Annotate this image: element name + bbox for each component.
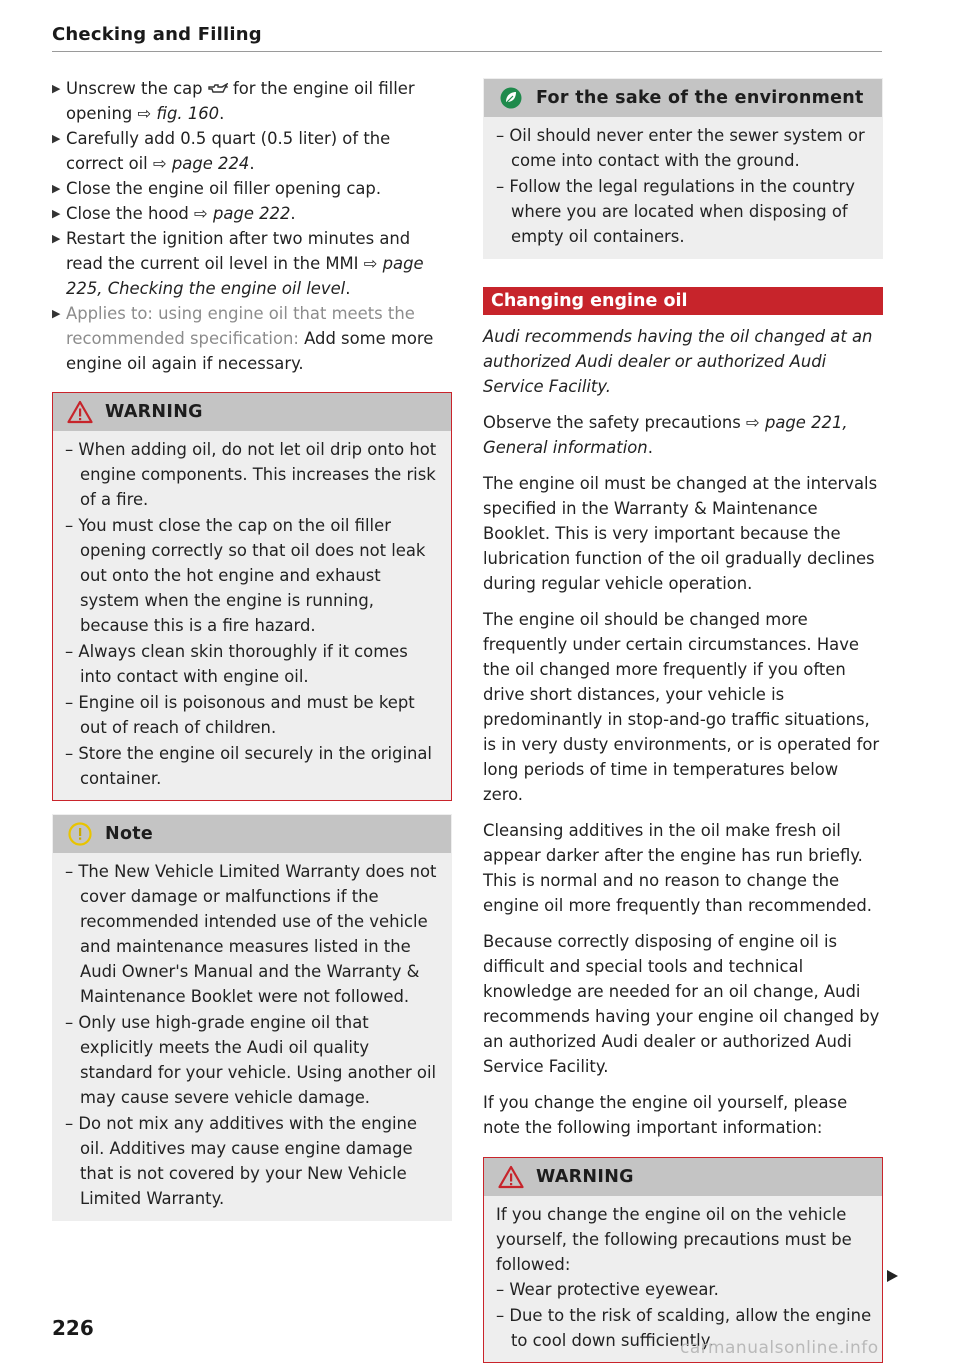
cross-reference-link[interactable]: ⇨ fig. 160 bbox=[137, 104, 220, 123]
environment-label: For the sake of the environment bbox=[536, 88, 864, 108]
step-arrow-icon: ▶ bbox=[52, 232, 61, 245]
warning-box bbox=[52, 392, 452, 801]
note-item: – Only use high-grade engine oil that explicitly meets the Audi oil quality standard for your vehicle. Using another oil may cause severe vehicle damage. bbox=[65, 1013, 437, 1107]
body-paragraph: If you change the engine oil yourself, please note the following important information: bbox=[483, 1093, 848, 1137]
cross-reference-link[interactable]: ⇨ page 225, Checking the engine oil level bbox=[66, 254, 424, 298]
header-rule bbox=[52, 51, 882, 52]
watermark-text: carmanualsonline.info bbox=[680, 1338, 879, 1358]
body-paragraph: Because correctly disposing of engine oil is difficult and special tools and technical knowledge are needed for an oil change, Audi recommends having your engine oil changed by an authorized Audi dealer or authorized Audi Service Facility. bbox=[483, 932, 880, 1076]
lead-paragraph: Audi recommends having the oil changed at an authorized Audi dealer or authorized Audi Service Facility. bbox=[483, 327, 873, 396]
left-column bbox=[52, 76, 452, 1221]
warning-item: – When adding oil, do not let oil drip onto hot engine components. This increases the risk of a fire. bbox=[65, 440, 437, 509]
section-title-bar: Changing engine oil bbox=[483, 287, 883, 315]
step-arrow-icon: ▶ bbox=[52, 207, 61, 220]
step-item: ▶ Applies to: using engine oil that meets the recommended specification: Add some more engine oil again if necessary. bbox=[52, 301, 452, 376]
warning-item: – Engine oil is poisonous and must be kept out of reach of children. bbox=[65, 693, 415, 737]
note-box-header bbox=[53, 815, 451, 853]
warning-item: – Wear protective eyewear. bbox=[496, 1280, 719, 1299]
warning-box-header bbox=[53, 393, 451, 431]
oil-can-icon bbox=[208, 77, 228, 89]
environment-box-body bbox=[484, 117, 882, 258]
environment-box-header bbox=[484, 79, 882, 117]
note-info-icon bbox=[67, 822, 93, 846]
safety-paragraph: Observe the safety precautions ⇨ page 221, General information. bbox=[483, 413, 848, 457]
warning-label: WARNING bbox=[536, 1167, 634, 1187]
environment-box bbox=[483, 78, 883, 259]
note-box-body bbox=[53, 853, 451, 1220]
note-box bbox=[52, 814, 452, 1221]
environment-item: – Oil should never enter the sewer system or come into contact with the ground. bbox=[496, 126, 865, 170]
page-header-title: Checking and Filling bbox=[52, 24, 262, 45]
warning-item: – Always clean skin thoroughly if it comes into contact with engine oil. bbox=[65, 642, 408, 686]
step-item: ▶ Close the engine oil filler opening cap. bbox=[52, 176, 452, 201]
step-arrow-icon: ▶ bbox=[52, 132, 61, 145]
body-paragraph: The engine oil should be changed more frequently under certain circumstances. Have the oil changed more frequently if you often drive short distances, your vehicle is predominantly in stop-and-go traffic situations, is in very dusty environments, or is operated for long periods of time in temperatures below zero. bbox=[483, 610, 880, 804]
warning-triangle-icon bbox=[67, 400, 93, 424]
continue-arrow-icon bbox=[887, 1270, 898, 1282]
environment-leaf-icon bbox=[498, 86, 524, 110]
step-item: ▶ Restart the ignition after two minutes and read the current oil level in the MMI ⇨ page 225, Checking the engine oil level. bbox=[52, 226, 452, 301]
step-item: ▶ Unscrew the cap for the engine oil filler opening ⇨ fig. 160. bbox=[52, 76, 452, 126]
note-label: Note bbox=[105, 824, 154, 844]
oil-change-warning-box bbox=[483, 1157, 883, 1363]
step-arrow-icon: ▶ bbox=[52, 182, 61, 195]
step-item: ▶ Carefully add 0.5 quart (0.5 liter) of the correct oil ⇨ page 224. bbox=[52, 126, 452, 176]
page-header bbox=[52, 24, 882, 45]
right-column bbox=[483, 78, 883, 1363]
warning-box-header bbox=[484, 1158, 882, 1196]
warning-item: – Store the engine oil securely in the original container. bbox=[65, 744, 432, 788]
applies-to-label: Applies to: using engine oil that meets the recommended specification: bbox=[66, 304, 415, 348]
page-number: 226 bbox=[52, 1316, 94, 1340]
body-paragraph: The engine oil must be changed at the intervals specified in the Warranty & Maintenance Booklet. This is very important because the lubrication function of the oil gradually declines during regular vehicle operation. bbox=[483, 474, 878, 593]
warning-item: – You must close the cap on the oil filler opening correctly so that oil does not leak out onto the hot engine and exhaust system when the engine is running, because this is a fire hazard. bbox=[65, 516, 426, 635]
body-paragraph: Cleansing additives in the oil make fresh oil appear darker after the engine has run briefly. This is normal and no reason to change the engine oil more frequently than recommended. bbox=[483, 821, 872, 915]
warning-item: – Due to the risk of scalding, allow the engine to cool down sufficiently. bbox=[496, 1306, 872, 1350]
warning-label: WARNING bbox=[105, 402, 203, 422]
step-arrow-icon: ▶ bbox=[52, 82, 61, 95]
note-item: – The New Vehicle Limited Warranty does not cover damage or malfunctions if the recommended intended use of the vehicle and maintenance measures listed in the Audi Owner's Manual and the Warranty & Maintenance Booklet were not followed. bbox=[65, 862, 437, 1006]
instruction-steps bbox=[52, 76, 452, 376]
cross-reference-link[interactable]: ⇨ page 222 bbox=[194, 204, 291, 223]
note-item: – Do not mix any additives with the engine oil. Additives may cause engine damage that is not covered by your New Vehicle Limited Warranty. bbox=[65, 1114, 418, 1208]
cross-reference-link[interactable]: ⇨ page 224 bbox=[152, 154, 250, 173]
step-item: ▶ Close the hood ⇨ page 222. bbox=[52, 201, 452, 226]
warning-triangle-icon bbox=[498, 1165, 524, 1189]
warning-box-body bbox=[53, 431, 451, 800]
step-arrow-icon: ▶ bbox=[52, 307, 61, 320]
warning-intro: If you change the engine oil on the vehicle yourself, the following precautions must be followed: bbox=[496, 1205, 852, 1274]
environment-item: – Follow the legal regulations in the country where you are located when disposing of empty oil containers. bbox=[496, 177, 855, 246]
cross-reference-link[interactable]: ⇨ page 221, General information bbox=[483, 413, 848, 457]
